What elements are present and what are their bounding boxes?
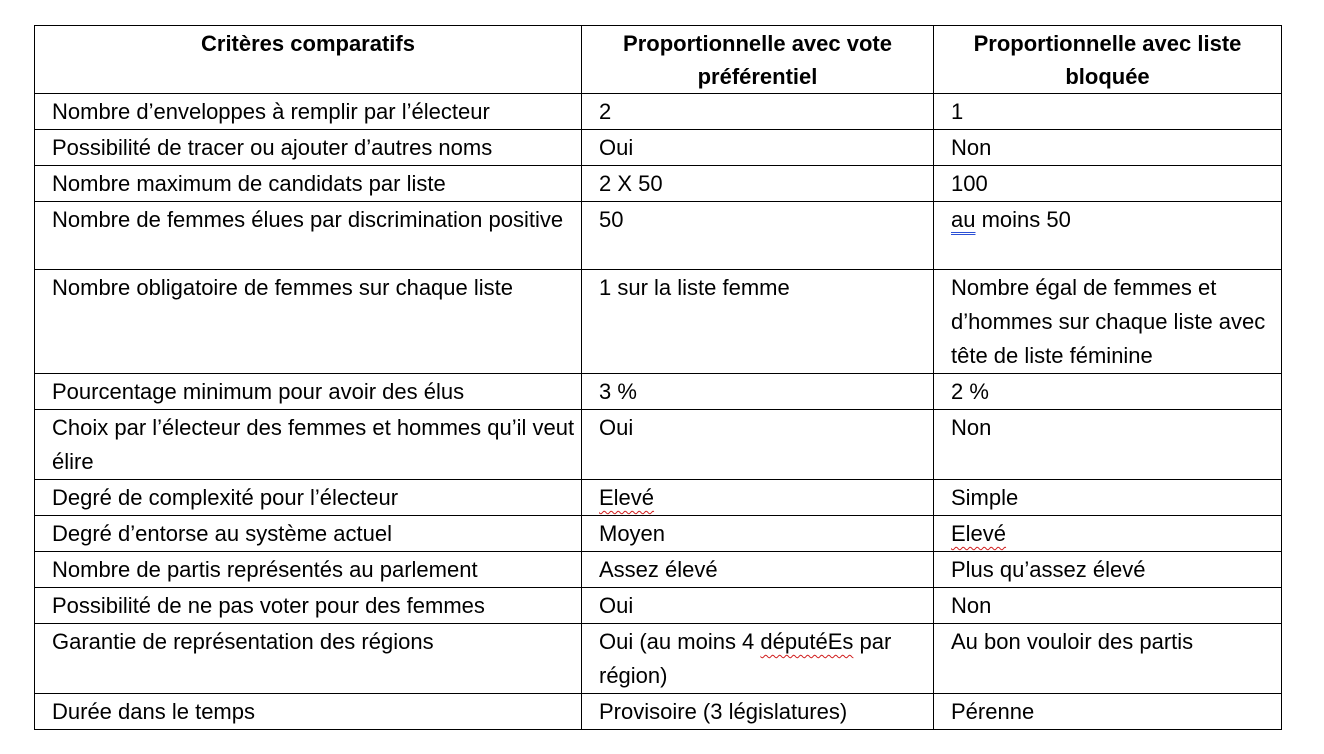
comparison-table	[34, 25, 1282, 730]
preferential-cell: 50	[582, 202, 934, 270]
blocked-cell: 2 %	[934, 374, 1282, 410]
header-blocked-list: Proportionnelle avec liste bloquée	[934, 26, 1282, 94]
blocked-cell: Pérenne	[934, 694, 1282, 730]
blocked-cell	[934, 516, 1282, 552]
blocked-cell: 100	[934, 166, 1282, 202]
criterion-cell: Pourcentage minimum pour avoir des élus	[35, 374, 582, 410]
header-criteria: Critères comparatifs	[35, 26, 582, 94]
spellcheck-marked-text: députéEs	[760, 629, 854, 654]
table-row	[35, 374, 1282, 410]
blocked-cell: Non	[934, 410, 1282, 480]
table-header-row	[35, 26, 1282, 94]
table-row	[35, 588, 1282, 624]
preferential-cell: 3 %	[582, 374, 934, 410]
criterion-cell: Garantie de représentation des régions	[35, 624, 582, 694]
preferential-cell-text: Oui (au moins 4	[599, 629, 761, 654]
blocked-cell: 1	[934, 94, 1282, 130]
grammar-marked-text: au	[951, 207, 976, 232]
blocked-cell: Simple	[934, 480, 1282, 516]
preferential-cell	[582, 480, 934, 516]
table-row	[35, 202, 1282, 270]
table-row	[35, 410, 1282, 480]
preferential-cell	[582, 624, 934, 694]
blocked-cell-text: moins 50	[975, 207, 1071, 232]
blocked-cell: Non	[934, 130, 1282, 166]
header-preferential-vote: Proportionnelle avec vote préférentiel	[582, 26, 934, 94]
criterion-cell: Degré d’entorse au système actuel	[35, 516, 582, 552]
table-row	[35, 694, 1282, 730]
criterion-cell: Nombre maximum de candidats par liste	[35, 166, 582, 202]
criterion-cell: Choix par l’électeur des femmes et hommes qu’il veut élire	[35, 410, 582, 480]
criterion-cell: Possibilité de tracer ou ajouter d’autres noms	[35, 130, 582, 166]
preferential-cell: Assez élevé	[582, 552, 934, 588]
preferential-cell: Provisoire (3 législatures)	[582, 694, 934, 730]
spellcheck-marked-text: Elevé	[599, 485, 655, 510]
criterion-cell: Nombre d’enveloppes à remplir par l’électeur	[35, 94, 582, 130]
criterion-cell: Nombre de partis représentés au parlement	[35, 552, 582, 588]
criterion-cell: Possibilité de ne pas voter pour des femmes	[35, 588, 582, 624]
criterion-cell: Degré de complexité pour l’électeur	[35, 480, 582, 516]
blocked-cell: Non	[934, 588, 1282, 624]
blocked-cell	[934, 202, 1282, 270]
table-row	[35, 624, 1282, 694]
criterion-cell: Nombre obligatoire de femmes sur chaque liste	[35, 270, 582, 374]
preferential-cell: Oui	[582, 130, 934, 166]
table-row	[35, 166, 1282, 202]
preferential-cell-text: par région)	[599, 629, 892, 688]
criterion-cell: Nombre de femmes élues par discrimination positive	[35, 202, 582, 270]
criterion-cell: Durée dans le temps	[35, 694, 582, 730]
preferential-cell: 2	[582, 94, 934, 130]
preferential-cell: Oui	[582, 588, 934, 624]
comparison-table-container	[34, 25, 1281, 730]
preferential-cell: 1 sur la liste femme	[582, 270, 934, 374]
table-row	[35, 552, 1282, 588]
table-row	[35, 480, 1282, 516]
table-row	[35, 270, 1282, 374]
blocked-cell: Plus qu’assez élevé	[934, 552, 1282, 588]
table-row	[35, 516, 1282, 552]
blocked-cell: Nombre égal de femmes et d’hommes sur chaque liste avec tête de liste féminine	[934, 270, 1282, 374]
table-row	[35, 130, 1282, 166]
blocked-cell: Au bon vouloir des partis	[934, 624, 1282, 694]
preferential-cell: 2 X 50	[582, 166, 934, 202]
preferential-cell: Moyen	[582, 516, 934, 552]
preferential-cell: Oui	[582, 410, 934, 480]
spellcheck-marked-text: Elevé	[951, 521, 1007, 546]
table-row	[35, 94, 1282, 130]
